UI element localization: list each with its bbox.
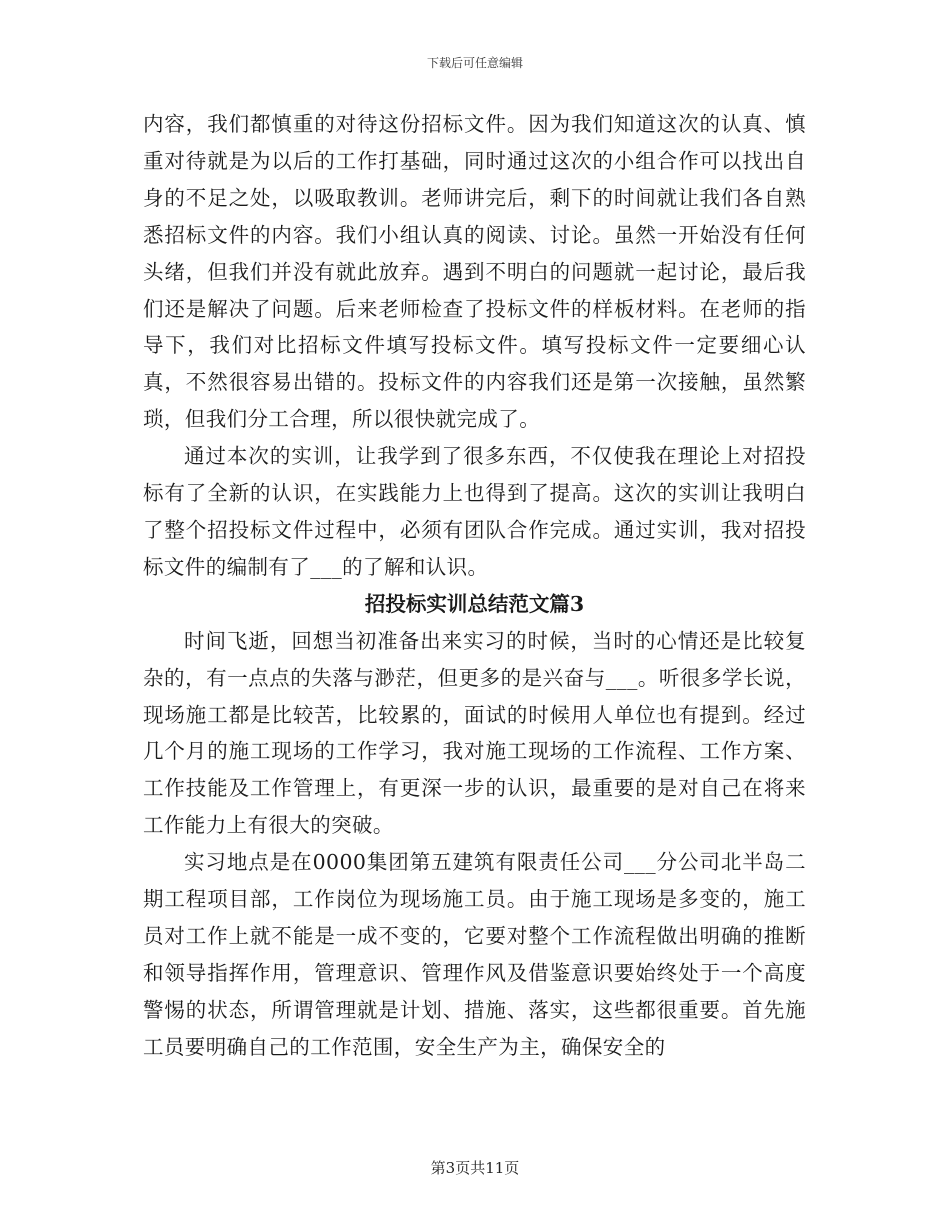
section-title: 招投标实训总结范文篇3 xyxy=(364,591,585,616)
page-footer: 第3页共11页 xyxy=(430,1159,520,1177)
paragraph-4: 实习地点是在0000集团第五建筑有限责任公司___分公司北半岛二期工程项目部，工作岗位为现场施工员。由于施工现场是多变的，施工员对工作上就不能是一成不变的，它要对整个工作流程做出明确的推断和领导指挥作用，管理意识、管理作风及借鉴意识要始终处于一个高度警惕的状态，所谓管理就是计划、措施、落实，这些都很重要。首先施工员要明确自己的工作范围，安全生产为主，确保安全的 xyxy=(143,850,806,1059)
document-body xyxy=(143,106,806,1066)
paragraph-2: 通过本次的实训，让我学到了很多东西，不仅使我在理论上对招投标有了全新的认识，在实践能力上也得到了提高。这次的实训让我明白了整个招投标文件过程中，必须有团队合作完成。通过实训，我对招投标文件的编制有了___的了解和认识。 xyxy=(143,444,806,579)
page-header: 下载后可任意编辑 xyxy=(426,56,523,70)
paragraph-1: 内容，我们都慎重的对待这份招标文件。因为我们知道这次的认真、慎重对待就是为以后的工作打基础，同时通过这次的小组合作可以找出自身的不足之处，以吸取教训。老师讲完后，剩下的时间就让我们各自熟悉招标文件的内容。我们小组认真的阅读、讨论。虽然一开始没有任何头绪，但我们并没有就此放弃。遇到不明白的问题就一起讨论，最后我们还是解决了问题。后来老师检查了投标文件的样板材料。在老师的指导下，我们对比招标文件填写投标文件。填写投标文件一定要细心认真，不然很容易出错的。投标文件的内容我们还是第一次接触，虽然繁琐，但我们分工合理，所以很快就完成了。 xyxy=(143,112,806,432)
paragraph-3: 时间飞逝，回想当初准备出来实习的时候，当时的心情还是比较复杂的，有一点点的失落与渺茫，但更多的是兴奋与___。听很多学长说，现场施工都是比较苦，比较累的，面试的时候用人单位也有提到。经过几个月的施工现场的工作学习，我对施工现场的工作流程、工作方案、工作技能及工作管理上，有更深一步的认识，最重要的是对自己在将来工作能力上有很大的突破。 xyxy=(143,628,806,838)
